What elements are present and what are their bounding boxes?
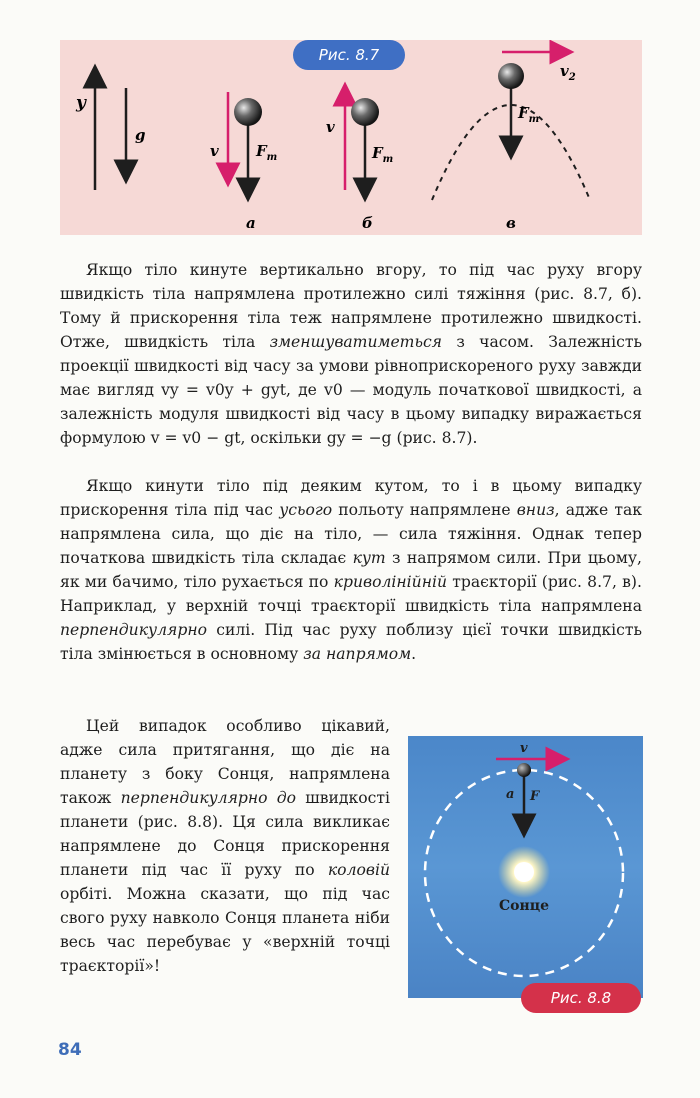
paragraph-3	[60, 714, 390, 978]
paragraph-2	[60, 474, 642, 666]
figure-8-8-caption: Рис. 8.8	[521, 983, 641, 1013]
paragraph3-segment: швидкості планети (рис. 8.8). Ця сила викликає напрямлене до Сонця прискорення планети під час її руху по	[60, 789, 390, 879]
sun-label: Сонце	[499, 898, 549, 914]
paragraph3-segment: коловій	[327, 861, 390, 879]
ft-label-c: $F_т$	[518, 104, 540, 125]
ball-b	[351, 98, 379, 126]
paragraph2-segment: вниз	[516, 501, 555, 519]
paragraph3-segment: перпендикулярно до	[120, 789, 297, 807]
paragraph2-segment: траєкторії (рис. 8.7, в). Наприклад, у верхній точці траєкторії швидкість тіла напрямлена	[60, 573, 642, 615]
figure-8-8	[408, 736, 643, 998]
paragraph2-segment: кут	[352, 549, 386, 567]
paragraph2-segment: перпендикулярно	[60, 621, 207, 639]
ft-label-a: $F_т$	[256, 142, 278, 163]
panel-label-b: б	[362, 214, 373, 232]
page-number: 84	[58, 1040, 82, 1060]
paragraph2-segment: Якщо кинути тіло під деяким кутом, то і в цьому випадку прискорення тіла під час	[60, 477, 642, 519]
paragraph2-segment: за напрямом	[303, 645, 412, 663]
planet-f-label: F	[530, 789, 540, 804]
g-label: g	[135, 126, 146, 144]
paragraph-1: Якщо тіло кинуте вертикально вгору, то під час руху вгору швидкість тіла напрямлена протилежно силі тяжіння (рис. 8.7, б). Тому й прискорення тіла теж напрямлене протилежно швидкості. Отже, швидкість тіла зменшуватиметься з часом. Залежність проекції швидкості від часу за умови рівноприскореного руху завжди має вигляд vy = v0y + gyt, де v0 — модуль початкової швидкості, а залежність модуля швидкості від часу в цьому випадку виражається формулою v = v0 − gt, оскільки gy = −g (рис. 8.7).	[60, 261, 642, 447]
paragraph3-segment: орбіті. Можна сказати, що під час свого руху навколо Сонця планета ніби весь час перебуває у «верхній точці траєкторії»!	[60, 885, 390, 975]
planet-a-label: a	[506, 787, 515, 802]
ft-label-b: $F_т$	[372, 144, 394, 165]
sun-core	[514, 862, 534, 882]
paragraph2-segment: силі. Під час руху поблизу цієї точки швидкість тіла змінюється в основному	[60, 621, 642, 663]
paragraph2-segment: польоту напрямлене	[332, 501, 517, 519]
v-label-b: v	[326, 118, 335, 136]
planet-v-label: v	[520, 741, 528, 756]
planet-icon	[517, 763, 531, 777]
v2-label: $v_2$	[560, 62, 576, 83]
ball-c	[498, 63, 524, 89]
paragraph2-segment: , адже так напрямлена сила, що діє на тіло, — сила тяжіння. Однак тепер початкова швидкість тіла складає	[60, 501, 643, 567]
paragraph2-segment: .	[411, 645, 417, 663]
ball-a	[234, 98, 262, 126]
paragraph2-segment: усього	[279, 501, 333, 519]
figure-8-7-caption: Рис. 8.7	[293, 40, 405, 70]
panel-label-c: в	[506, 214, 516, 232]
paragraph2-segment: з напрямом сили. При цьому, як ми бачимо, тіло рухається по	[60, 549, 642, 591]
v-label-a: v	[210, 142, 219, 160]
y-axis-label: y	[76, 93, 86, 113]
paragraph3-segment: Цей випадок особливо цікавий, адже сила притягання, що діє на планету з боку Сонця, напрямлена також	[60, 717, 390, 807]
figure-8-8-drawing	[408, 736, 643, 998]
panel-label-a: а	[246, 214, 256, 232]
paragraph2-segment: криволінійній	[333, 573, 447, 591]
